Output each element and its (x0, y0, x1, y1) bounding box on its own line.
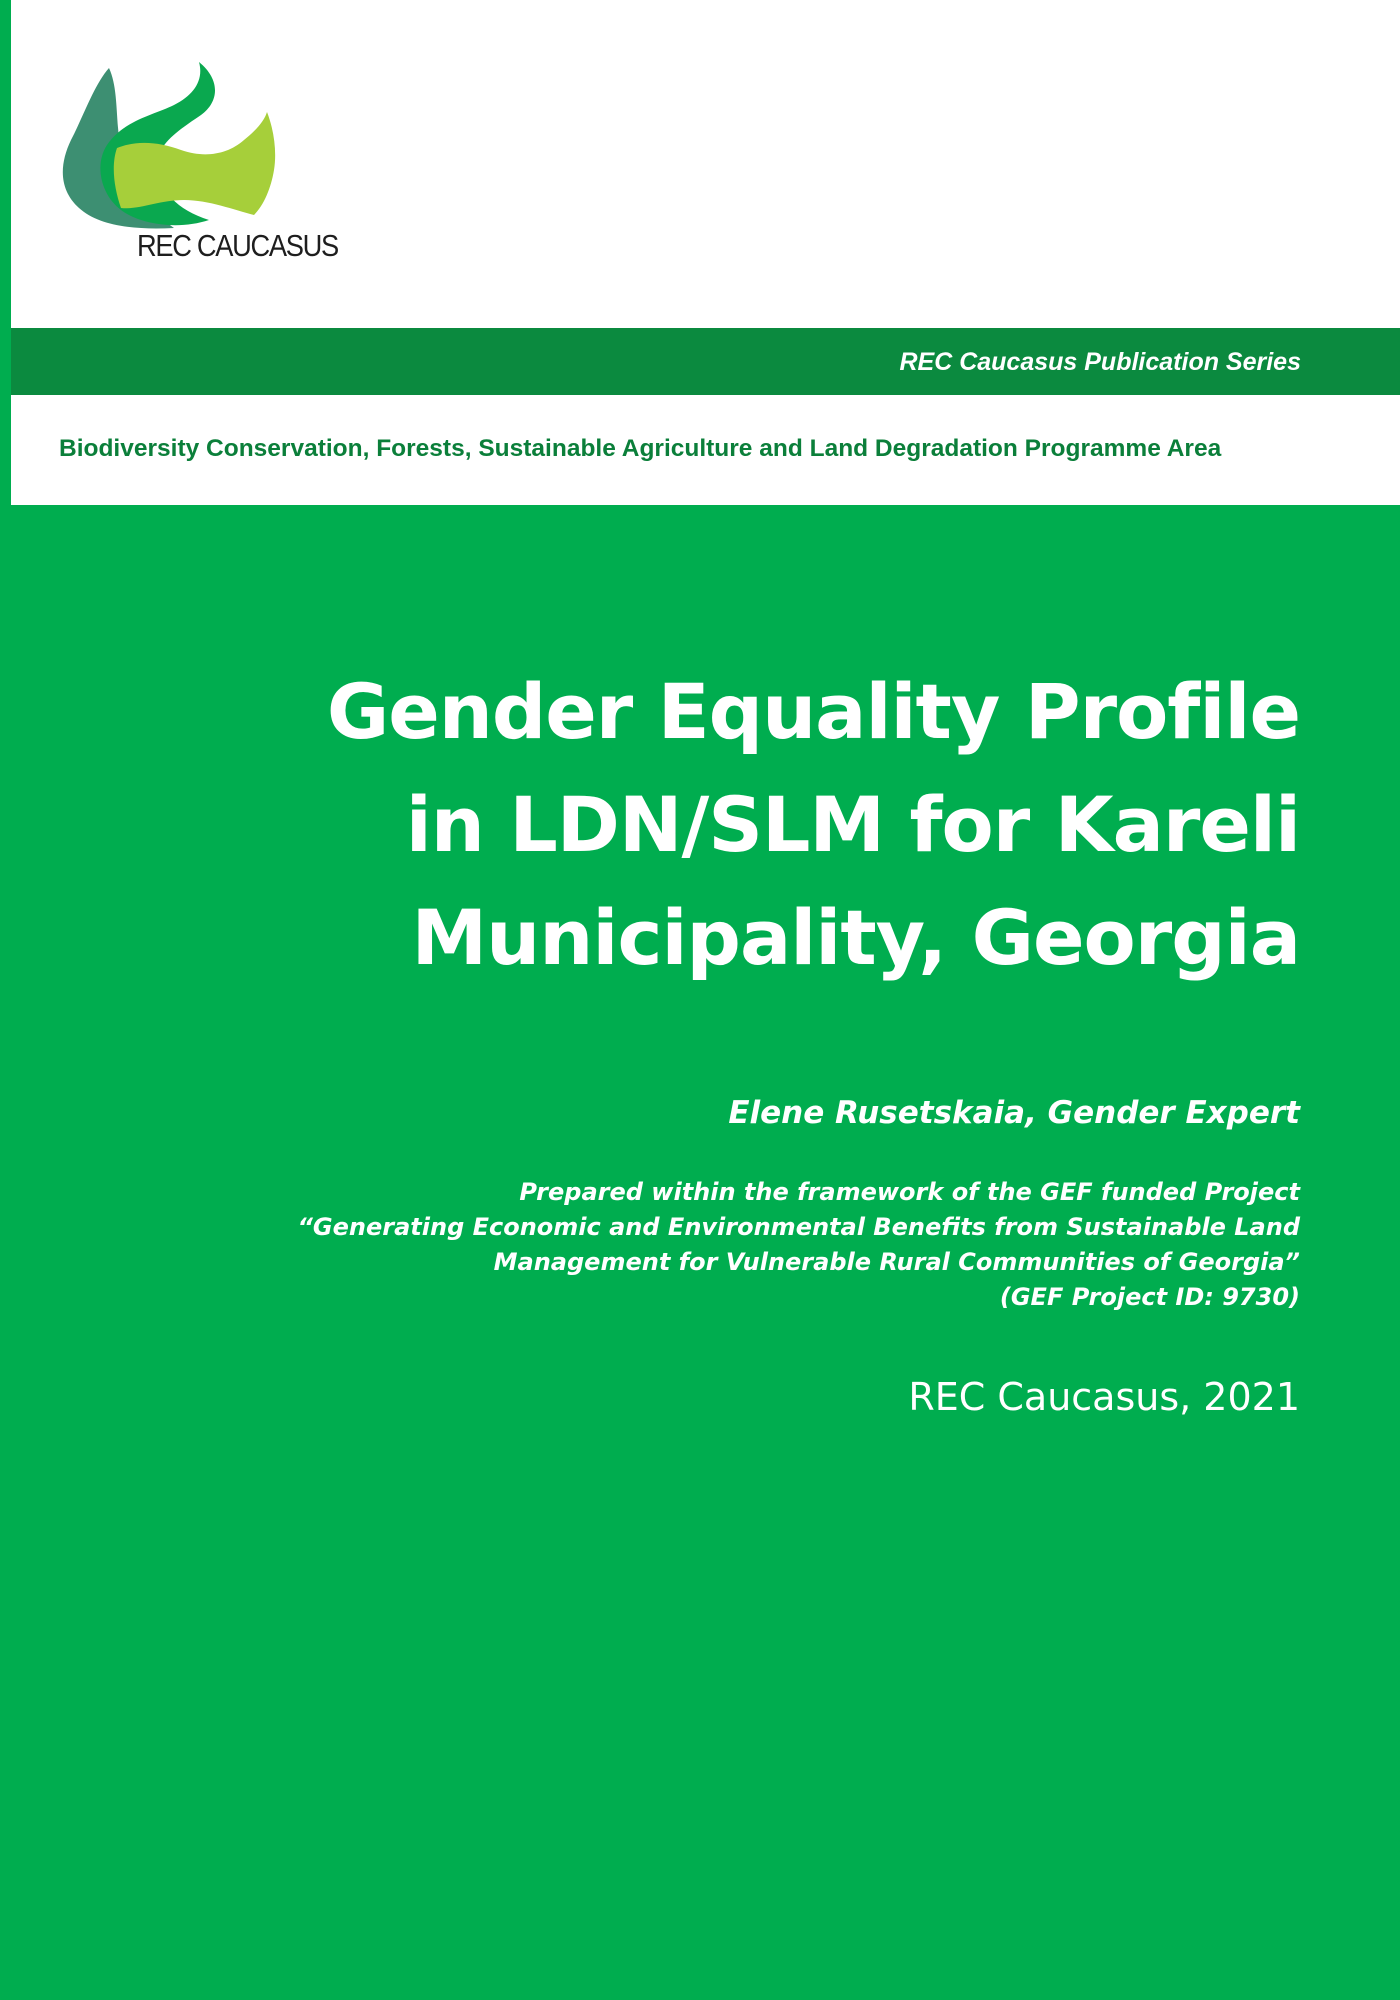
framework-line: Prepared within the framework of the GEF funded Project (519, 1178, 1300, 1206)
framework-line: “Generating Economic and Environmental Benefits from Sustainable Land (297, 1213, 1300, 1241)
title-line: Gender Equality Profile (326, 667, 1300, 756)
publication-series-label: REC Caucasus Publication Series (899, 348, 1301, 376)
project-framework-note (200, 1175, 1300, 1315)
framework-line: Management for Vulnerable Rural Communities of Georgia” (493, 1248, 1300, 1276)
document-title (200, 655, 1300, 994)
author-line: Elene Rusetskaia, Gender Expert (728, 1095, 1300, 1131)
publisher-year: REC Caucasus, 2021 (908, 1375, 1300, 1419)
cover-main-panel (11, 505, 1400, 2000)
left-edge-stripe (0, 0, 11, 2000)
publication-series-bar (11, 328, 1400, 395)
programme-area-label: Biodiversity Conservation, Forests, Sustainable Agriculture and Land Degradation Programme Area (59, 435, 1222, 462)
logo-wordmark: REC CAUCASUS (137, 228, 338, 263)
framework-line: (GEF Project ID: 9730) (999, 1283, 1300, 1311)
rec-caucasus-logo (59, 60, 349, 270)
programme-area-band (11, 395, 1400, 505)
title-line: Municipality, Georgia (411, 893, 1300, 982)
cover-header (11, 0, 1400, 328)
title-line: in LDN/SLM for Kareli (405, 780, 1300, 869)
